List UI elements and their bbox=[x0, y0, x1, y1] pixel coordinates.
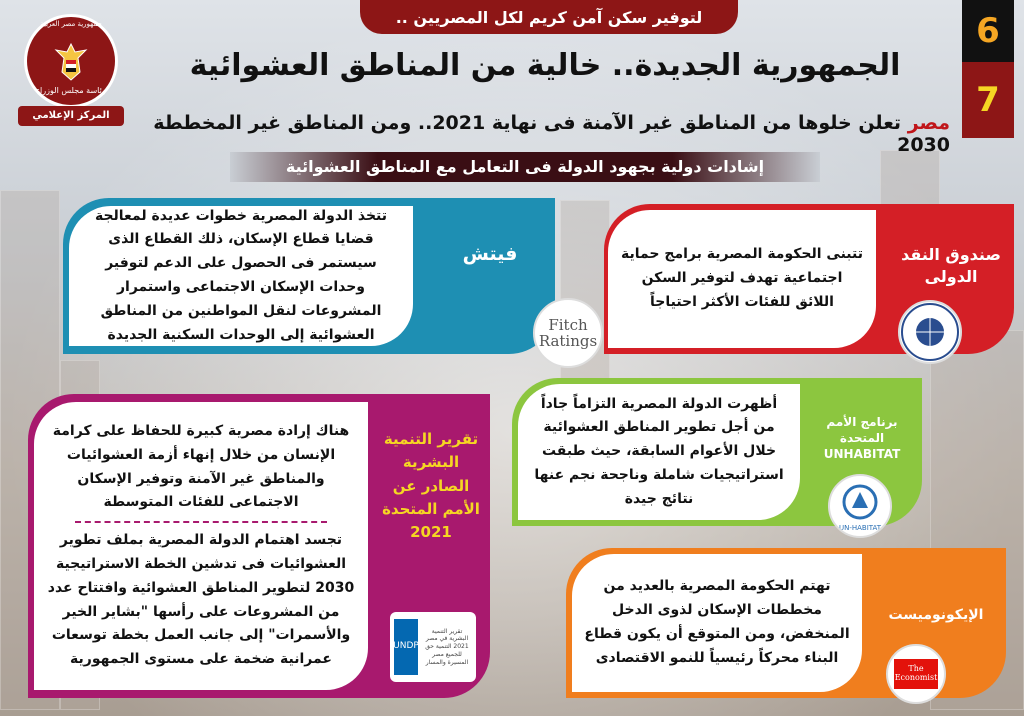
undp-quote-1: هناك إرادة مصرية كبيرة للحفاظ على كرامة الإنسان من خلال إنهاء أزمة العشوائيات والمناطق غير الآمنة وتوفير الإسكان الاجتماعى للفئات المتوسطة bbox=[52, 423, 350, 511]
logo-label: المركز الإعلامي bbox=[18, 106, 124, 126]
fitch-logo-line1: Fitch bbox=[548, 315, 588, 334]
page-title: الجمهورية الجديدة.. خالية من المناطق العشوائية bbox=[189, 48, 901, 83]
fitch-logo bbox=[533, 298, 603, 368]
fitch-label: فيتش bbox=[462, 243, 518, 265]
subtitle-text: تعلن خلوها من المناطق غير الآمنة فى نهاية 2021.. ومن المناطق غير المخططة 2030 bbox=[153, 112, 950, 156]
imf-card bbox=[604, 204, 1014, 354]
imf-logo bbox=[898, 300, 962, 364]
unhabitat-card bbox=[512, 378, 922, 532]
imf-label: صندوق النقد الدولى bbox=[901, 245, 1001, 286]
imf-quote: تتبنى الحكومة المصرية برامج حماية اجتماعية تهدف لتوفير السكن اللائق للفئات الأكثر احتياجاً bbox=[608, 210, 876, 348]
page-subtitle bbox=[130, 112, 950, 156]
fitch-logo-line2: Ratings bbox=[538, 332, 598, 350]
fitch-quote: تتخذ الدولة المصرية خطوات عديدة لمعالجة قضايا قطاع الإسكان، ذلك القطاع الذى سيستمر فى الحصول على الدعم لتوفير وحدات الإسكان الاجتماعى واستمرار المشروعات لنقل المواطنين من المناطق العشوائية إلى الوحدات السكنية الجديدة bbox=[69, 206, 413, 346]
economist-logo-line1: The bbox=[908, 664, 924, 674]
undp-logo-mark: UNDP bbox=[394, 619, 418, 675]
undp-logo-caption: تقرير التنمية البشرية في مصر 2021 التنمية حق للجميع مصر المسيرة والمسار bbox=[425, 627, 469, 666]
subtitle-highlight: مصر bbox=[907, 112, 950, 134]
unhabitat-logo-text: UN-HABITAT bbox=[838, 524, 882, 532]
imf-seal-icon bbox=[900, 302, 960, 362]
undp-label: تقرير التنمية البشرية الصادر عن الأمم المتحدة 2021 bbox=[382, 430, 480, 541]
unhabitat-label: برنامج الأمم المتحدة UNHABITAT bbox=[823, 415, 901, 462]
tagline-banner bbox=[360, 0, 738, 34]
page-number-top: 6 bbox=[962, 0, 1014, 62]
unhabitat-logo bbox=[828, 474, 892, 538]
undp-quote-2: تجسد اهتمام الدولة المصرية بملف تطوير العشوائيات فى تدشين الخطة الاستراتيجية 2030 لتطوير المناطق العشوائية وافتتاح عدد من المشروعات على رأسها "بشاير الخير والأسمرات" إلى جانب العمل بخطة توسعات عمرانية ضخمة على مستوى الجمهورية bbox=[47, 532, 355, 668]
page-number-bottom: 7 bbox=[962, 62, 1014, 138]
unhabitat-quote: أظهرت الدولة المصرية التزاماً جاداً من أجل تطوير المناطق العشوائية خلال الأعوام السابقة، حيث طبقت استراتيجيات شاملة وناجحة نجم عنها نتائج جيدة bbox=[518, 384, 800, 520]
eagle-icon bbox=[54, 42, 88, 82]
logo-top-text: جمهورية مصر العربية bbox=[40, 20, 102, 28]
unhabitat-emblem-icon bbox=[830, 476, 890, 536]
undp-logo bbox=[390, 612, 476, 682]
economist-card bbox=[566, 548, 1006, 698]
economist-logo-line2: Economist bbox=[894, 673, 938, 682]
economist-label: الإيكونوميست bbox=[888, 607, 984, 623]
undp-divider bbox=[75, 521, 326, 523]
logo-mid-text: رئاسة مجلس الوزراء bbox=[36, 86, 106, 95]
undp-quote bbox=[34, 402, 368, 690]
section-heading: إشادات دولية بجهود الدولة فى التعامل مع المناطق العشوائية bbox=[230, 152, 820, 182]
economist-logo bbox=[886, 644, 946, 704]
economist-quote: تهتم الحكومة المصرية بالعديد من مخططات الإسكان لذوى الدخل المنخفض، ومن المتوقع أن يكون قطاع البناء محركاً رئيسياً للنمو الاقتصادى bbox=[572, 554, 862, 692]
tagline-text: لتوفير سكن آمن كريم لكل المصريين .. bbox=[395, 7, 703, 27]
undp-card bbox=[28, 394, 490, 698]
fitch-card bbox=[63, 198, 598, 354]
cabinet-media-center-logo bbox=[18, 14, 124, 124]
